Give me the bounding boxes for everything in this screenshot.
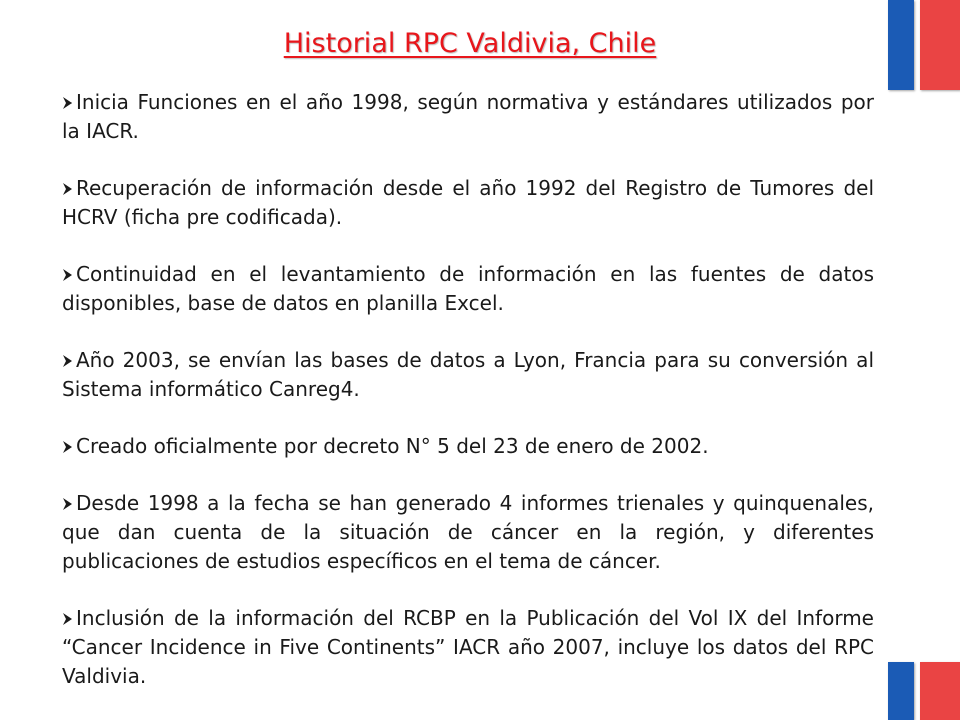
arrow-bullet-icon	[62, 440, 74, 454]
flag-red-stripe	[920, 662, 960, 720]
bullet-text: Inicia Funciones en el año 1998, según normativa y estándares utilizados por la IACR.	[62, 90, 874, 143]
chile-flag-decoration-top	[888, 0, 960, 90]
arrow-bullet-icon	[62, 182, 74, 196]
slide-title: Historial RPC Valdivia, Chile	[283, 28, 657, 59]
bullet-item	[62, 174, 874, 232]
bullet-text: Desde 1998 a la fecha se han generado 4 informes trienales y quinquenales, que dan cuenta de la situación de cáncer en la región, y diferentes publicaciones de estudios específicos en el tema de cáncer.	[62, 491, 874, 573]
bullet-list	[62, 88, 874, 719]
bullet-item	[62, 604, 874, 691]
bullet-item	[62, 88, 874, 146]
bullet-item	[62, 260, 874, 318]
chile-flag-decoration-bottom	[888, 662, 960, 720]
bullet-item	[62, 346, 874, 404]
bullet-text: Creado oficialmente por decreto N° 5 del 23 de enero de 2002.	[76, 434, 709, 458]
bullet-text: Continuidad en el levantamiento de información en las fuentes de datos disponibles, base de datos en planilla Excel.	[62, 262, 874, 315]
arrow-bullet-icon	[62, 268, 74, 282]
arrow-bullet-icon	[62, 96, 74, 110]
bullet-item	[62, 489, 874, 576]
flag-blue-stripe	[888, 0, 914, 90]
arrow-bullet-icon	[62, 497, 74, 511]
flag-red-stripe	[920, 0, 960, 90]
flag-blue-stripe	[888, 662, 914, 720]
arrow-bullet-icon	[62, 354, 74, 368]
bullet-item	[62, 432, 874, 461]
bullet-text: Inclusión de la información del RCBP en la Publicación del Vol IX del Informe “Cancer Incidence in Five Continents” IACR año 2007, incluye los datos del RPC Valdivia.	[62, 606, 874, 688]
bullet-text: Año 2003, se envían las bases de datos a Lyon, Francia para su conversión al Sistema informático Canreg4.	[62, 348, 874, 401]
bullet-text: Recuperación de información desde el año 1992 del Registro de Tumores del HCRV (ficha pre codificada).	[62, 176, 874, 229]
arrow-bullet-icon	[62, 612, 74, 626]
